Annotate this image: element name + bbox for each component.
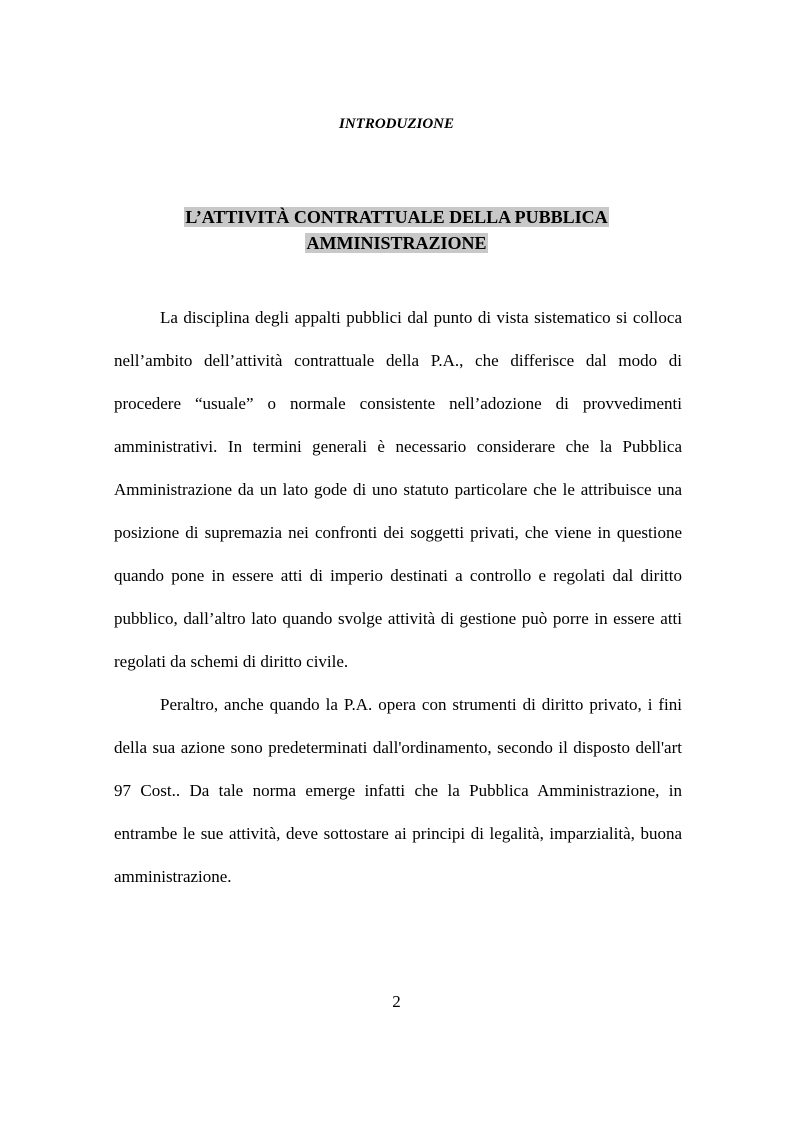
chapter-title	[0, 204, 793, 256]
paragraph-2: Peraltro, anche quando la P.A. opera con strumenti di diritto privato, i fini della sua azione sono predeterminati dall'ordinamento, secondo il disposto dell'art 97 Cost.. Da tale norma emerge infatti che la Pubblica Amministrazione, in entrambe le sue attività, deve sottostare ai principi di legalità, imparzialità, buona amministrazione.	[114, 695, 682, 886]
section-label: INTRODUZIONE	[338, 116, 454, 132]
paragraph-1: La disciplina degli appalti pubblici dal punto di vista sistematico si colloca nell’ambito dell’attività contrattuale della P.A., che differisce dal modo di procedere “usuale” o normale consistente nell’adozione di provvedimenti amministrativi. In termini generali è necessario considerare che la Pubblica Amministrazione da un lato gode di uno statuto particolare che le attribuisce una posizione di supremazia nei confronti dei soggetti privati, che viene in questione quando pone in essere atti di imperio destinati a controllo e regolati dal diritto pubblico, dall’altro lato quando svolge attività di gestione può porre in essere atti regolati da schemi di diritto civile.	[114, 308, 682, 671]
chapter-title-line-2: AMMINISTRAZIONE	[306, 233, 487, 253]
page-number: 2	[392, 992, 401, 1011]
body-text	[114, 296, 682, 898]
chapter-title-line-1: L’ATTIVITÀ CONTRATTUALE DELLA PUBBLICA	[185, 207, 608, 227]
